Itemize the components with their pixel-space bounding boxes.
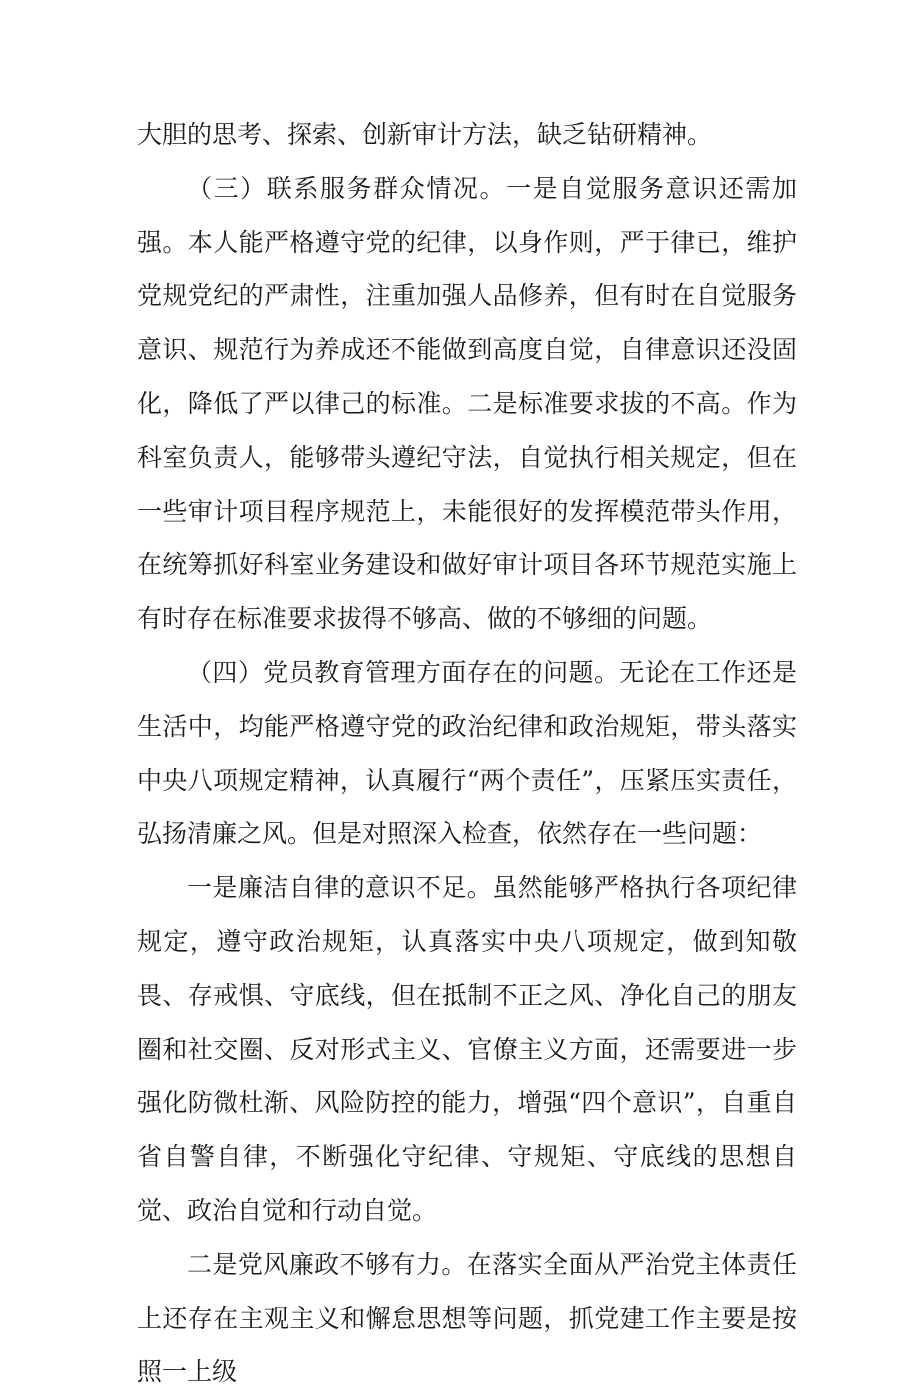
paragraph-contact-service: （三）联系服务群众情况。一是自觉服务意识还需加强。本人能严格遵守党的纪律，以身作则，严于律已，维护党规党纪的严肃性，注重加强人品修养，但有时在自觉服务意识、规范行为养成还不能做到高度自觉，自律意识还没固化，降低了严以律己的标准。二是标准要求拔的不高。作为科室负责人，能够带头遵纪守法，自觉执行相关规定，但在一些审计项目程序规范上，未能很好的发挥模范带头作用，在统筹抓好科室业务建设和做好审计项目各环节规范实施上有时存在标准要求拔得不够高、做的不够细的问题。 — [137, 173, 797, 634]
paragraph-integrity-self-discipline: 一是廉洁自律的意识不足。虽然能够严格执行各项纪律规定，遵守政治规矩，认真落实中央八项规定，做到知敬畏、存戒惧、守底线，但在抵制不正之风、净化自己的朋友圈和社交圈、反对形式主义、官僚主义方面，还需要进一步强化防微杜渐、风险防控的能力，增强“四个意识”，自重自省自警自律，不断强化守纪律、守规矩、守底线的思想自觉、政治自觉和行动自觉。 — [137, 873, 797, 1225]
paragraph-party-conduct: 二是党风廉政不够有力。在落实全面从严治党主体责任上还存在主观主义和懈怠思想等问题，抓党建工作主要是按照一上级 — [137, 1249, 797, 1387]
paragraph-continuation: 大胆的思考、探索、创新审计方法，缺乏钻研精神。 — [137, 120, 713, 149]
document-body — [137, 108, 797, 1399]
paragraph-party-education: （四）党员教育管理方面存在的问题。无论在工作还是生活中，均能严格遵守党的政治纪律和政治规矩，带头落实中央八项规定精神，认真履行“两个责任”，压紧压实责任，弘扬清廉之风。但是对照深入检查，依然存在一些问题： — [137, 657, 797, 849]
